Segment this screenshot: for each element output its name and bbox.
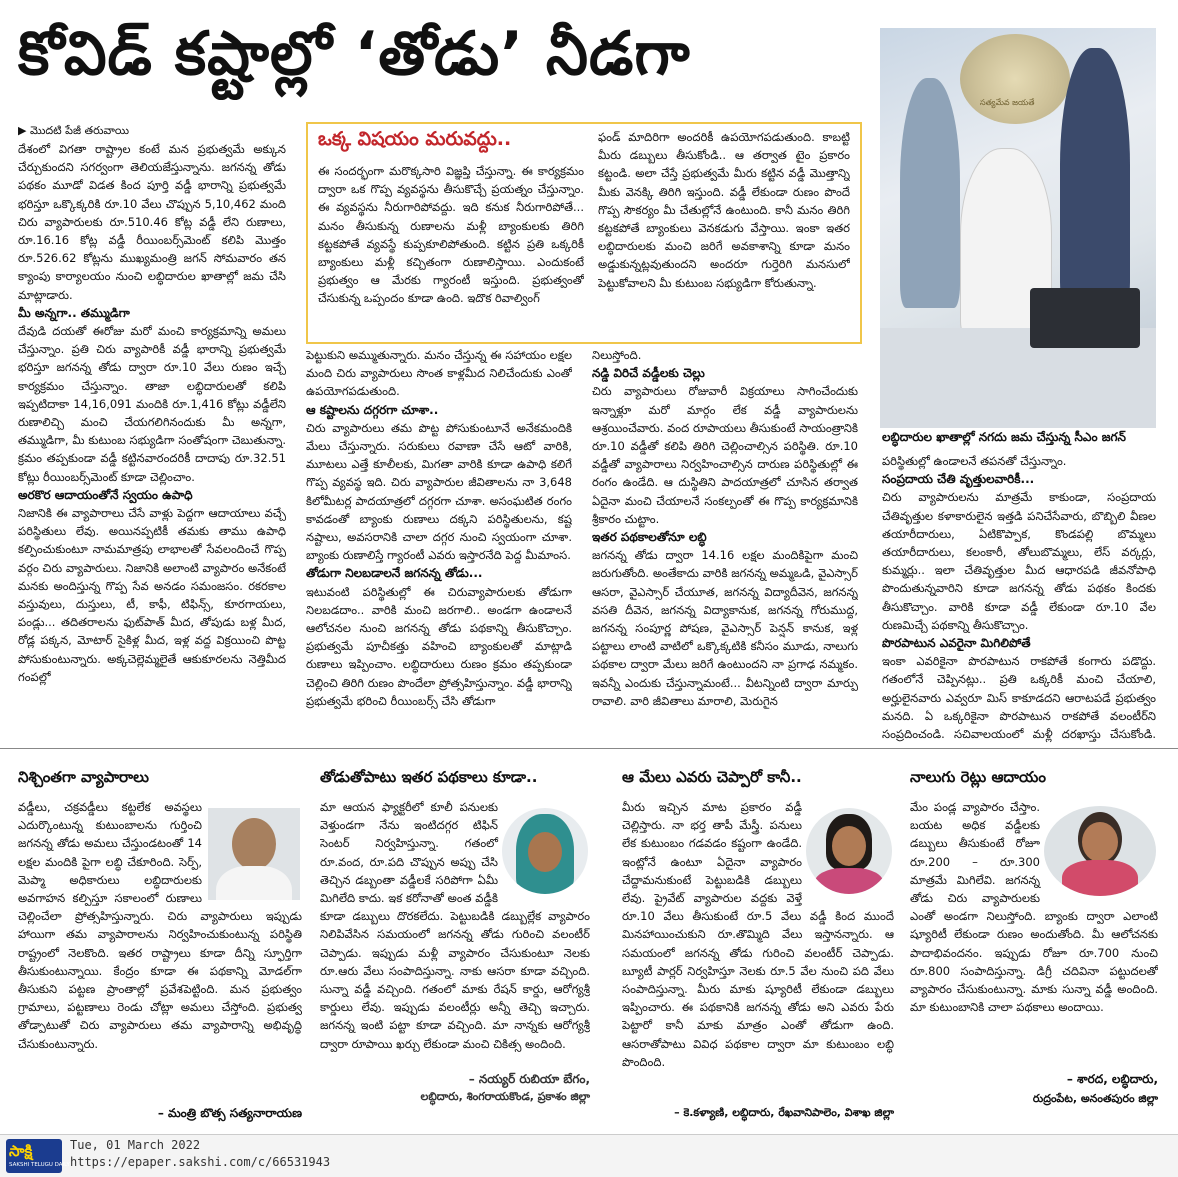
official-figure-right [1060,48,1130,308]
col2-para-1: పెట్టుకుని అమ్ముతున్నారు. మనం చేస్తున్న ఈ సహాయం లక్షల మంది చిరు వ్యాపారులు సొంత కాళ్లమీద నిలిచేందుకు ఎంతో ఉపయోగపడుతుంది. [306,348,572,399]
article-column-4 [882,452,1156,744]
state-emblem [960,34,1070,124]
highlight-box [306,122,862,344]
testimonial-4-text [910,798,1158,1068]
col3-para-1: నిలుస్తోంది. [592,348,642,362]
col3-subhead-1: నడ్డి విరిచే వడ్డీలకు చెల్లు [592,366,705,381]
col4-subhead-2: పొరపాటున ఎవరైనా మిగిలిపోతే [882,636,1031,651]
testimonial-2-text [320,798,590,1078]
testimonial-3-signature: – కె.కళ్యాణి, లబ్ధిదారు, రేఖవానిపాలెం, విశాఖ జిల్లా [674,1106,894,1119]
col2-para-3: ఇటువంటి పరిస్థితుల్లో ఈ చిరువ్యాపారులకు తోడుగా నిలబడదాం.. వారికి మంచి జరగాలి.. అండగా ఉండాలనే ఆలోచనల నుంచి జగనన్న తోడు పథకాన్ని తీసుకొచ్చాం. ప్రభుత్వమే పూచీకత్తు వహించి బ్యాంకులతో మాట్లాడి రుణాలు ఇప్పించాం. లబ్ధిదారులు రుణం క్రమం తప్పకుండా చెల్లించి తిరిగి రుణం పొందేలా ప్రోత్సహిస్తున్నాం. వడ్డీ భారాన్ని ప్రభుత్వమే భరించి రీయింబర్స్‌ చేసి తోడుగా [306,584,572,708]
testimonial-2-body: మా ఆయన ఫ్యాక్టరీలో కూలీ పనులకు వెళ్తుండగా నేను ఇంటిదగ్గర టిఫిన్‌ సెంటర్‌ నిర్వహిస్తున్నా. గతంలో రూ.వంద, రూ.పది చొప్పున అప్పు చేసి తెచ్చిన డబ్బంతా వడ్డీలకే సరిపోగా ఏమీ మిగిలేది కాదు. ఇక కరోనాతో అంత వడ్డీకి కూడా డబ్బులు దొరకలేదు. పెట్టుబడికి డబ్బుల్లేక వ్యాపారం నిలిపివేసిన సమయంలో జగనన్న తోడు గురించి వలంటీర్‌ చెప్పాడు. ఇప్పుడు మళ్లీ వ్యాపారం చేసుకుంటూ నెలకు రూ.ఆరు వేలు సంపాదిస్తున్నా. నాకు ఆసరా కూడా వచ్చింది. సున్నా వడ్డీ వచ్చింది. గతంలో మాకు రేషన్‌ కార్డు, ఆరోగ్యశ్రీ కార్డులు లేవు. ఇప్పుడు వలంటీర్లు అన్నీ తెచ్చి ఇచ్చారు. జగనన్న ఇంటి పట్టా కూడా వచ్చింది. మా నాన్నకు ఆరోగ్యశ్రీ ద్వారా రూపాయి ఖర్చు లేకుండా మంచి చికిత్స అందింది. [320,800,590,1051]
col3-para-3: జగనన్న తోడు ద్వారా 14.16 లక్షల మందికిపైగా మంచి జరుగుతోంది. అంతేకాదు వారికి జగనన్న అమ్మఒడి, వైఎస్సార్‌ ఆసరా, వైఎస్సార్‌ చేయూత, జగనన్న విద్యాదీవెన, జగనన్న వసతి దీవెన, జగనన్న విద్యాకానుక, జగనన్న గోరుముద్ద, జగనన్న సంపూర్ణ పోషణ, వైఎస్సార్‌ పెన్షన్‌ కానుక, ఇళ్ల పట్టాలు లాంటి వాటిలో ఒక్కొక్కటికి కనీసం మూడు, నాలుగు పథకాల ద్వారా మేలు జరిగే ఉంటుందని నా ప్రగాఢ నమ్మకం. ఇవన్నీ ఎందుకు చేస్తున్నామంటే... వీటన్నింటి ద్వారా మార్పు రావాలి. వారి జీవితాలు మారాలి, మెరుగైన [592,548,858,708]
photo-caption: లబ్ధిదారుల ఖాతాల్లో నగదు జమ చేస్తున్న సీఎం జగన్‌ [882,430,1126,444]
continued-from-front: ▶ మొదటి పేజీ తరువాయి [18,124,130,137]
portrait-float-space [1040,798,1158,894]
logo-text: సాక్షి [9,1142,33,1160]
testimonial-1-signature: – మంత్రి బొత్స సత్యనారాయణ [157,1106,302,1120]
testimonial-2-signature: – నయ్యర్‌ రుబియా బేగం, [468,1072,590,1086]
testimonial-2-signature-location: లబ్ధిదారు, శింగరాయకొండ, ప్రకాశం జిల్లా [420,1090,590,1103]
testimonial-4-signature: – శారద, లబ్ధిదారు, [1066,1072,1158,1086]
testimonial-2-title: తోడుతోపాటు ఇతర పథకాలు కూడా.. [320,768,538,786]
testimonial-4-signature-location: రుద్రంపేట, అనంతపురం జిల్లా [1032,1092,1158,1105]
col2-para-2: చిరు వ్యాపారులు తమ పొట్ట పోసుకుంటూనే అనేకమందికి మేలు చేస్తున్నారు. సరుకులు రవాణా చేసే ఆటో వారికి, మూటలు ఎత్తే కూలీలకు, మిగతా వారికి కూడా ఉపాధి కలిగే గొప్ప వ్యవస్థ ఇది. చిరు వ్యాపారుల జీవితాలను నా 3,648 కిలోమీటర్ల పాదయాత్రలో దగ్గరగా చూశా. అసంఘటిత రంగం కావడంతో బ్యాంకు రుణాలు దక్కని పరిస్థితులను, కష్ట నష్టాలు, అవసరానికి చాలా దగ్గర నుంచి స్వయంగా చూశా. బ్యాంకు రుణాలిస్తే గ్యారంటీ ఎవరు ఇస్తారనేది పెద్ద మీమాంస. [306,420,572,563]
epaper-footer [0,1134,1178,1177]
testimonial-1-body: వడ్డీలు, చక్రవడ్డీలు కట్టలేక అవస్థలు ఎదుర్కొంటున్న కుటుంబాలను గుర్తించి జగనన్న తోడు అమలు చేస్తుండటంతో 14 లక్షల మందికి పైగా లబ్ధి చేకూరింది. సెర్ప్‌, మెప్మా అధికారులు లబ్ధిదారులకు అవగాహన కల్పిస్తూ సకాలంలో రుణాలు చెల్లించేలా ప్రోత్సహిస్తున్నారు. చిరు వ్యాపారులు ఇప్పుడు హాయిగా తమ వ్యాపారాలను నిర్వహించుకుంటున్న పరిస్థితి రాష్ట్రంలో నెలకొంది. ఇతర రాష్ట్రాలు కూడా దీన్ని స్ఫూర్తిగా తీసుకుంటున్నాయి. కేంద్రం కూడా ఈ పథకాన్ని మోడల్‌గా తీసుకుని పట్టణ ప్రాంతాల్లో ప్రవేశపెట్టింది. మన ప్రభుత్వం గ్రామాలు, పట్టణాలు రెండు చోట్లా అమలు చేస్తోంది. ప్రభుత్వ తోడ్పాటుతో చిరు వ్యాపారులు తమ వ్యాపారాన్ని అభివృద్ధి చేసుకుంటున్నారు. [18,800,302,1051]
testimonial-1-text [18,798,302,1098]
publication-date: Tue, 01 March 2022 [70,1138,201,1152]
article-column-2 [306,346,572,744]
col4-para-1: చిరు వ్యాపారులను మాత్రమే కాకుండా, సంప్రదాయ చేతివృత్తుల కళాకారులైన ఇత్తడి పనిచేసేవారు, బొబ్బిలి వీణల తయారీదారులు, ఏటికొప్పాక, కొండపల్లి బొమ్మలు తయారీదారులు, కలంకారీ, తోలుబొమ్మలు, లేస్‌ వర్కర్లు, కుమ్మర్లు.. ఇలా చేతివృత్తుల మీద ఆధారపడి జీవనోపాధి పొందుతున్నవారిని కూడా జగనన్న తోడు పథకం కిందకు తీసుకొచ్చాం. వారికి కూడా వడ్డీ లేకుండా రూ.10 వేల రుణమిచ్చే పథకాన్ని తీసుకొచ్చాం. [882,490,1156,632]
col1-para-2: దేవుడి దయతో ఈరోజు మరో మంచి కార్యక్రమాన్ని అమలు చేస్తున్నాం. ప్రతి చిరు వ్యాపారికీ వడ్డీ భారాన్ని ప్రభుత్వమే భరిస్తూ జగనన్న తోడు ద్వారా రూ.10 వేలు రుణం ఇచ్చే కార్యక్రమం చేస్తున్నాం. తాజా లబ్ధిదారులతో కలిపి ఇప్పటిదాకా 14,16,091 మందికి రూ.1,416 కోట్లు వడ్డీలేని రుణాలిచ్చి మంచి చేయగలిగినందుకు మీ అన్నగా, తమ్ముడిగా, మీ కుటుంబ సభ్యుడిగా సంతోషంగా చెబుతున్నా. క్రమం తప్పకుండా వడ్డీ కట్టినవారందరికీ దాదాపు రూ.32.51 కోట్లు రీయింబర్స్‌మెంట్‌ కూడా చెల్లించాం. [18,324,286,484]
col4-para-2: ఇంకా ఎవరికైనా పొరపాటున రాకపోతే కంగారు పడొద్దు. గతంలోనే చెప్పినట్లు.. ప్రతి ఒక్కరికీ మంచి చేయాలి, అర్హులైనవారు ఎవ్వరూ మిస్‌ కాకూడదని ఆరాటపడే ప్రభుత్వం మనది. ఏ ఒక్కరికైనా పొరపాటున రాకపోతే వలంటీర్‌ని సంప్రదించండి. సచివాలయంలో మళ్లీ దరఖాస్తు చేసుకోండి. [882,654,1156,742]
cm-photo [880,28,1156,428]
testimonial-3-text [622,798,894,1098]
testimonial-3-title: ఆ మేలు ఎవరు చెప్పారో కానీ.. [622,768,802,786]
highlight-box-title: ఒక్క విషయం మరువద్దు.. [318,128,512,150]
sakshi-logo[interactable] [6,1139,70,1173]
col4-subhead-1: సంప్రదాయ చేతి వృత్తులవారికీ... [882,472,1035,487]
col3-para-2: చిరు వ్యాపారులు రోజువారీ విక్రయాలు సాగించేందుకు ఇన్నాళ్లూ మరో మార్గం లేక వడ్డీ వ్యాపారులను ఆశ్రయించేవారు. వంద రూపాయలు తీసుకుంటే సాయంత్రానికి రూ.10 వడ్డీతో కలిపి తిరిగి చెల్లించాల్సిన పరిస్థితి. రూ.10 వడ్డీతో వ్యాపారాలు నిర్వహించాల్సిన దారుణ పరిస్థితుల్లో ఈ రంగం ఉండేది. ఆ దుస్థితిని పాదయాత్రలో చూసిన తర్వాత ఏదైనా మంచి చేయాలనే సంకల్పంతో ఈ గొప్ప కార్యక్రమానికి శ్రీకారం చుట్టాం. [592,384,858,526]
portrait-float-space [802,798,894,894]
testimonial-3-body: మీరు ఇచ్చిన మాట ప్రకారం వడ్డీ చెల్లిస్తారు. నా భర్త తాపీ మేస్త్రీ. పనులు లేక కుటుంబం గడవడం కష్టంగా ఉండేది. ఇంట్లోనే ఉంటూ ఏదైనా వ్యాపారం చేద్దామనుకుంటే పెట్టుబడికి డబ్బులు లేవు. ప్రైవేట్‌ వ్యాపారుల వద్దకు వెళ్తే రూ.10 వేలు తీసుకుంటే రూ.5 వేలు వడ్డీ కింద ముందే మినహాయించుకుని రూ.తొమ్మిది వేలు ఇస్తానన్నారు. ఆ సమయంలో జగనన్న తోడు గురించి వలంటీర్‌ చెప్పాడు. బ్యూటీ పార్లర్‌ నిర్వహిస్తూ నెలకు రూ.5 వేల నుంచి పది వేలు సంపాదిస్తున్నా. మీరు మాకు ష్యూరిటీ లేకుండా డబ్బులు ఇప్పించారు. ఈ పథకానికి జగనన్న తోడు అని ఎవరు పేరు పెట్టారో కానీ మాకు మాత్రం ఎంతో తోడుగా ఉంది. ఆసరాతోపాటు వివిధ పథకాల ద్వారా మా కుటుంబం లబ్ధి పొందింది. [622,800,894,1069]
article-column-1 [18,122,286,744]
section-divider [0,748,1178,749]
col1-subhead-1: మీ అన్నగా.. తమ్ముడిగా [18,305,130,320]
col2-subhead-1: ఆ కష్టాలను దగ్గరగా చూశా.. [306,402,439,417]
portrait-float-space [202,798,302,898]
official-figure-left [900,78,960,308]
logo-subtext: SAKSHI TELUGU DAILY [9,1162,70,1168]
portrait-float-space [498,798,590,894]
col1-subhead-2: అరకొర ఆదాయంతోనే స్వయం ఉపాధి [18,487,193,502]
col1-para-1: దేశంలో విగతా రాష్ట్రాల కంటే మన ప్రభుత్వమే అక్కున చేర్చుకుందని సగర్వంగా తెలియజేస్తున్నాను. జగనన్న తోడు పథకం మూడో విడత కింద పూర్తి వడ్డీ భారాన్ని ప్రభుత్వమే భరిస్తూ ఒక్కొక్కరికి రూ.10 వేలు చొప్పున 5,10,462 మంది చిరు వ్యాపారులకు రూ.510.46 కోట్ల వడ్డీ లేని రుణాలు, రూ.16.16 కోట్ల వడ్డీ రీయింబర్స్‌మెంట్‌ కలిపి మొత్తం రూ.526.62 కోట్లను ముఖ్యమంత్రి జగన్‌ సోమవారం తన క్యాంపు కార్యాలయం నుంచి లబ్ధిదారుల ఖాతాల్లో జమ చేసి మాట్లాడారు. [18,142,286,302]
col2-subhead-2: తోడుగా నిలబడాలనే జగనన్న తోడు... [306,566,483,581]
testimonial-1-title: నిశ్చింతగా వ్యాపారాలు [18,768,149,786]
highlight-box-text-1: ఈ సందర్భంగా మరొక్కసారి విజ్ఞప్తి చేస్తున్నా. ఈ కార్యక్రమం ద్వారా ఒక గొప్ప వ్యవస్థను తీసుకొచ్చే ప్రయత్నం చేస్తున్నాం. ఈ వ్యవస్థను నీరుగారిపోవద్దు. ఇది కనుక నీరుగారిపోతే... మనం తీసుకున్న రుణాలను మళ్లీ బ్యాంకులకు తిరిగి కట్టకపోతే వ్యవస్థే కుప్పకూలిపోతుంది. కట్టిన ప్రతి ఒక్కరికీ బ్యాంకులు మళ్లీ కచ్చితంగా రుణాలిస్తాయి. ఎందుకంటే ప్రభుత్వం ఆ మేరకు గ్యారంటీ ఇస్తుంది. ప్రభుత్వంతో చేసుకున్న ఒప్పందం కూడా ఉంది. ఇదొక రివాల్వింగ్‌ [318,164,584,306]
headline: కోవిడ్‌ కష్టాల్లో ‘తోడు’ నీడగా [18,19,691,89]
laptop [1030,288,1140,348]
col3-subhead-2: ఇతర పథకాలతోనూ లబ్ధి [592,530,707,545]
testimonial-4-body: మేం పండ్ల వ్యాపారం చేస్తాం. బయట అధిక వడ్డీలకు డబ్బులు తీసుకుంటే రోజూ రూ.200 – రూ.300 మాత్రమే మిగిలేవి. జగనన్న తోడు చిరు వ్యాపారులకు ఎంతో అండగా నిలుస్తోంది. బ్యాంకు ద్వారా ఎలాంటి ష్యూరిటీ లేకుండా రుణం అందుతోంది. మీ ఆలోచనకు పాదాభివందనం. ఇప్పుడు రోజూ రూ.700 నుంచి రూ.800 సంపాదిస్తున్నా. డిగ్రీ చదివినా పట్టుదలతో వ్యాపారం చేసుకుంటున్నా. మాకు సున్నా వడ్డీ అందింది. మా కుటుంబానికి చాలా పథకాలు అందాయి. [910,800,1158,1015]
col4-para-0: పరిస్థితుల్లో ఉండాలనే తపనతో చేస్తున్నాం. [882,454,1067,468]
highlight-box-text-2: ఫండ్‌ మాదిరిగా అందరికీ ఉపయోగపడుతుంది. కాబట్టి మీరు డబ్బులు తీసుకోండి.. ఆ తర్వాత టైం ప్రకారం కట్టండి. అలా చేస్తే ప్రభుత్వమే మీరు కట్టిన వడ్డీ మొత్తాన్ని మీకు వెనక్కి తిరిగి ఇస్తుంది. వడ్డీ లేకుండా రుణం పొందే గొప్ప సౌకర్యం మీ చేతుల్లోనే ఉంటుంది. కానీ మనం తిరిగి కట్టకపోతే బ్యాంకులు వెనకడుగు వేస్తాయి. ఇంకా ఇతర లబ్ధిదారులకు మంచి జరిగే అవకాశాన్ని కూడా మనం అడ్డుకున్నట్లవుతుందని అందరూ గుర్తెరిగి మనసులో పెట్టుకోవాలని మీ కుటుంబ సభ్యుడిగా కోరుతున్నా. [598,130,850,290]
article-column-3 [592,346,858,744]
testimonial-4-title: నాలుగు రెట్లు ఆదాయం [910,768,1046,786]
epaper-link[interactable]: https://epaper.sakshi.com/c/66531943 [70,1155,331,1169]
emblem-motto: సత్యమేవ జయతే [980,98,1035,107]
col1-para-3: నిజానికి ఈ వ్యాపారాలు చేసే వాళ్లు పెద్దగా ఆదాయాలు వచ్చే పరిస్థితులు లేవు. అయినప్పటికీ తమకు తాము ఉపాధి కల్పించుకుంటూ నామమాత్రపు లాభాలతో సేవలందించే గొప్ప వర్గం చిరు వ్యాపారులు. నిజానికి అలాంటి వ్యాపారం అనేకంటే మనకు అందిస్తున్న గొప్ప సేవ అనడం సమంజసం. రకరకాల వస్తువులు, దుస్తులు, టీ, కాఫీ, టిఫిన్స్‌, కూరగాయలు, పండ్లు... తదితరాలను ఫుట్‌పాత్‌ మీద, తోపుడు బళ్ల మీద, రోడ్ల పక్కన, మోటార్‌ సైకిళ్ల మీద, ఇళ్ల వద్ద విక్రయించి పొట్ట పోసుకుంటున్నారు. అక్కచెల్లెమ్మలైతే ఆకుకూరలను నెత్తిమీద గంపల్లో [18,506,286,684]
